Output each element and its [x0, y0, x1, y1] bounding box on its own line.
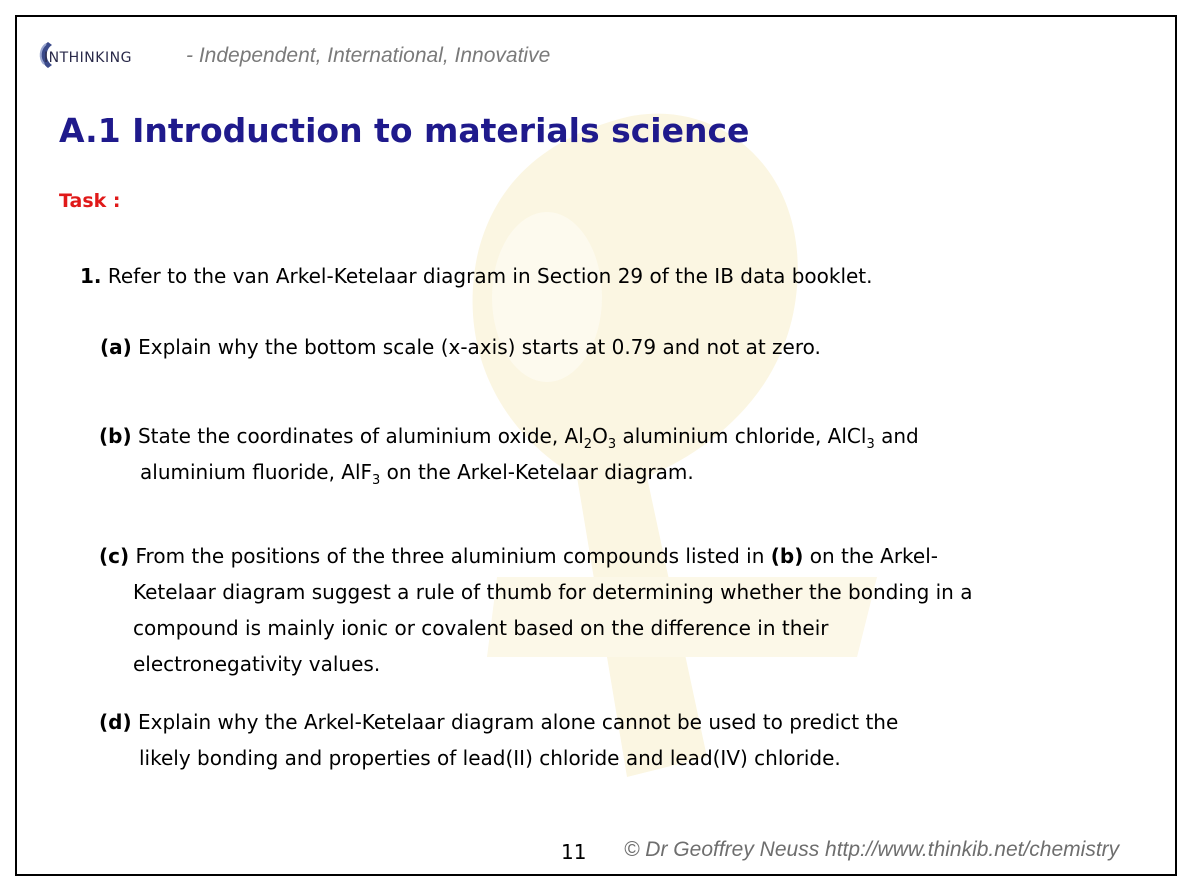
question-a	[100, 329, 821, 365]
part-b-line-2	[99, 454, 919, 490]
part-c-line-2: Ketelaar diagram suggest a rule of thumb for determining whether the bonding in a	[133, 580, 973, 604]
task-label: Task :	[59, 190, 121, 212]
part-text: From the positions of the three aluminium compounds listed in	[129, 544, 771, 568]
question-c	[99, 538, 972, 682]
footer-credit: © Dr Geoffrey Neuss http://www.thinkib.net/chemistry	[624, 838, 1120, 861]
question-text: Refer to the van Arkel-Ketelaar diagram in Section 29 of the IB data booklet.	[101, 264, 873, 288]
part-text: O	[592, 424, 608, 448]
part-text: on the Arkel-Ketelaar diagram.	[380, 460, 694, 484]
part-label: (d)	[99, 710, 132, 734]
part-d-line-1	[99, 704, 898, 740]
question-d	[99, 704, 898, 776]
part-c-line-1	[99, 538, 972, 574]
slide-title: A.1 Introduction to materials science	[59, 111, 750, 150]
question-b	[99, 418, 919, 490]
subscript: 3	[607, 437, 617, 452]
logo-text: INTHINKING	[44, 50, 132, 66]
tagline: - Independent, International, Innovative	[186, 44, 551, 67]
subscript: 3	[866, 437, 875, 452]
part-c-line-4: electronegativity values.	[133, 652, 381, 676]
part-text: aluminium fluoride, AlF	[140, 460, 373, 484]
part-text: Explain why the bottom scale (x-axis) starts at 0.79 and not at zero.	[131, 335, 821, 359]
subscript: 3	[372, 473, 381, 488]
question-1	[80, 258, 873, 294]
part-text: State the coordinates of aluminium oxide, Al	[131, 424, 584, 448]
part-c-line-3: compound is mainly ionic or covalent based on the difference in their	[133, 616, 829, 640]
part-text: aluminium chloride, AlCl	[616, 424, 867, 448]
part-label: (a)	[100, 335, 132, 359]
part-reference: (b)	[770, 544, 804, 568]
part-text: on the Arkel-	[803, 544, 939, 568]
part-text: and	[874, 424, 919, 448]
part-label: (c)	[99, 544, 130, 568]
part-label: (b)	[99, 424, 132, 448]
page-number: 11	[561, 840, 587, 864]
part-d-line-2: likely bonding and properties of lead(II) chloride and lead(IV) chloride.	[139, 746, 841, 770]
part-text: Explain why the Arkel-Ketelaar diagram alone cannot be used to predict the	[131, 710, 899, 734]
part-b-line-1	[99, 418, 919, 454]
subscript: 2	[583, 437, 593, 452]
question-number: 1.	[80, 264, 102, 288]
